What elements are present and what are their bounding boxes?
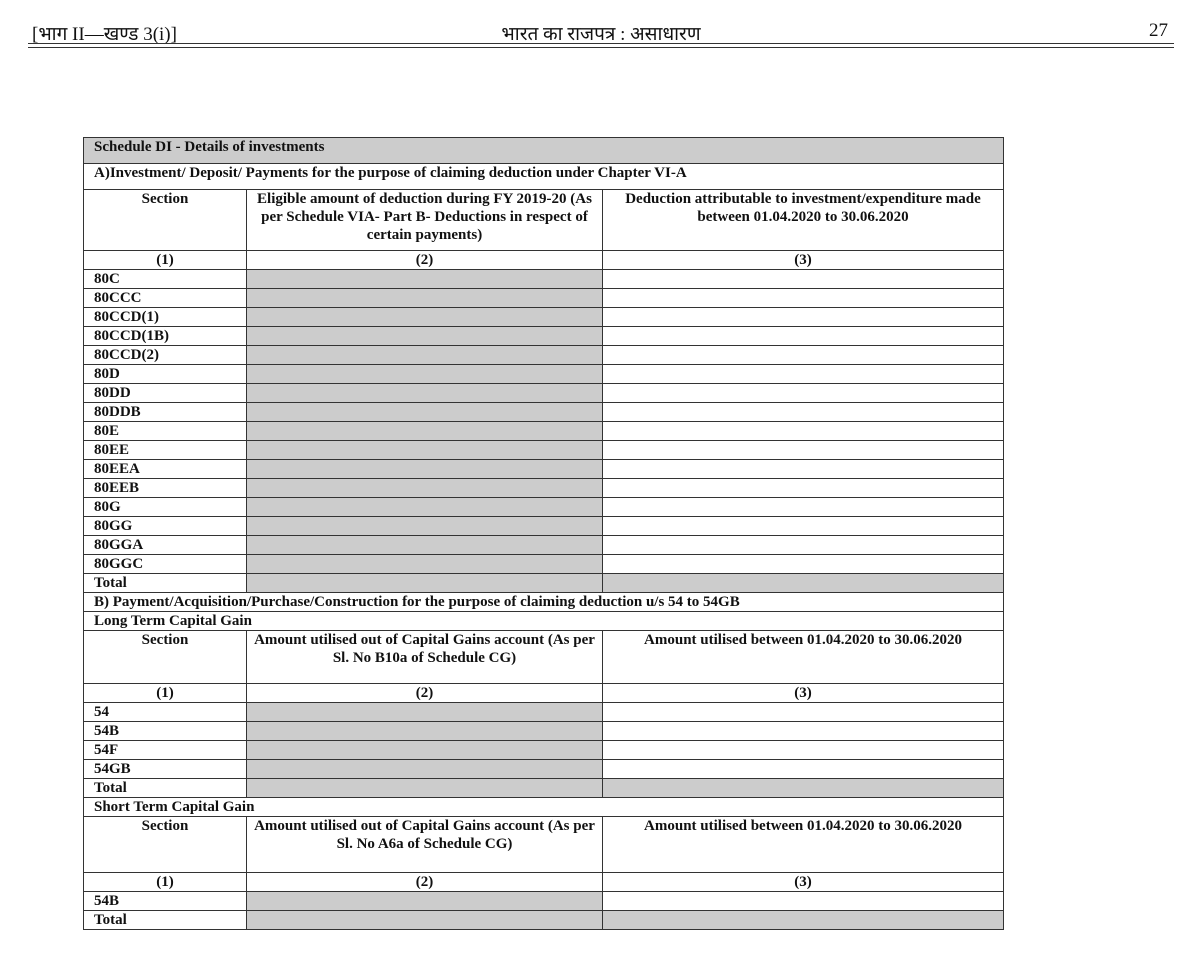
part-a-total-attributable-cell[interactable] [603, 574, 1004, 593]
part-a-section-label: 80DD [84, 384, 247, 403]
part-a-column-2-cell[interactable] [247, 327, 603, 346]
part-a-section-label: 80C [84, 270, 247, 289]
ltcg-column-3-cell[interactable] [603, 722, 1004, 741]
stcg-total-row [84, 911, 1004, 930]
part-a-row [84, 365, 1004, 384]
part-a-column-2-cell[interactable] [247, 517, 603, 536]
ltcg-section-label: 54GB [84, 760, 247, 779]
stcg-column-header-amount-cg-account: Amount utilised out of Capital Gains account (As per Sl. No A6a of Schedule CG) [247, 817, 603, 873]
ltcg-column-2-cell[interactable] [247, 760, 603, 779]
schedule-title-row [84, 138, 1004, 164]
stcg-column-headers [84, 817, 1004, 873]
part-a-section-label: 80EE [84, 441, 247, 460]
stcg-rows [84, 892, 1004, 911]
column-header-section: Section [84, 190, 247, 251]
part-a-column-numbers [84, 251, 1004, 270]
stcg-heading: Short Term Capital Gain [84, 798, 1004, 817]
part-a-row [84, 403, 1004, 422]
part-a-heading: A)Investment/ Deposit/ Payments for the purpose of claiming deduction under Chapter VI-A [84, 164, 1004, 190]
stcg-section-label: 54B [84, 892, 247, 911]
part-a-row [84, 346, 1004, 365]
part-a-column-3-cell[interactable] [603, 536, 1004, 555]
part-a-row [84, 460, 1004, 479]
schedule-title: Schedule DI - Details of investments [84, 138, 1004, 164]
part-b-heading-row [84, 593, 1004, 612]
part-a-section-label: 80CCD(1) [84, 308, 247, 327]
ltcg-row [84, 760, 1004, 779]
stcg-column-number-3: (3) [603, 873, 1004, 892]
part-a-column-3-cell[interactable] [603, 422, 1004, 441]
part-a-row [84, 498, 1004, 517]
stcg-column-number-1: (1) [84, 873, 247, 892]
part-a-column-3-cell[interactable] [603, 308, 1004, 327]
ltcg-column-2-cell[interactable] [247, 703, 603, 722]
ltcg-column-header-section: Section [84, 631, 247, 684]
ltcg-row [84, 722, 1004, 741]
part-a-row [84, 441, 1004, 460]
part-a-heading-row [84, 164, 1004, 190]
part-a-section-label: 80EEB [84, 479, 247, 498]
part-a-row [84, 327, 1004, 346]
part-a-row [84, 384, 1004, 403]
ltcg-column-3-cell[interactable] [603, 703, 1004, 722]
ltcg-heading: Long Term Capital Gain [84, 612, 1004, 631]
column-number-1: (1) [84, 251, 247, 270]
part-a-column-3-cell[interactable] [603, 555, 1004, 574]
ltcg-column-header-amount-cg-account: Amount utilised out of Capital Gains account (As per Sl. No B10a of Schedule CG) [247, 631, 603, 684]
schedule-di-table [83, 137, 1004, 930]
part-a-section-label: 80D [84, 365, 247, 384]
column-number-3: (3) [603, 251, 1004, 270]
part-a-column-3-cell[interactable] [603, 327, 1004, 346]
part-a-column-2-cell[interactable] [247, 460, 603, 479]
part-a-section-label: 80GG [84, 517, 247, 536]
part-a-section-label: 80DDB [84, 403, 247, 422]
stcg-column-3-cell[interactable] [603, 892, 1004, 911]
stcg-total-utilised-cell[interactable] [603, 911, 1004, 930]
ltcg-column-2-cell[interactable] [247, 722, 603, 741]
part-a-section-label: 80GGA [84, 536, 247, 555]
part-a-column-3-cell[interactable] [603, 365, 1004, 384]
stcg-column-2-cell[interactable] [247, 892, 603, 911]
part-a-column-3-cell[interactable] [603, 346, 1004, 365]
gazette-title: भारत का राजपत्र : असाधारण [501, 24, 701, 45]
part-a-column-3-cell[interactable] [603, 498, 1004, 517]
part-a-column-3-cell[interactable] [603, 403, 1004, 422]
part-a-column-2-cell[interactable] [247, 536, 603, 555]
part-a-column-2-cell[interactable] [247, 403, 603, 422]
ltcg-total-utilised-cell[interactable] [603, 779, 1004, 798]
ltcg-heading-row [84, 612, 1004, 631]
part-a-row [84, 479, 1004, 498]
ltcg-row [84, 741, 1004, 760]
part-a-column-2-cell[interactable] [247, 289, 603, 308]
ltcg-column-3-cell[interactable] [603, 760, 1004, 779]
ltcg-column-number-1: (1) [84, 684, 247, 703]
part-a-column-2-cell[interactable] [247, 365, 603, 384]
part-a-column-3-cell[interactable] [603, 270, 1004, 289]
part-a-section-label: 80E [84, 422, 247, 441]
stcg-row [84, 892, 1004, 911]
ltcg-total-row [84, 779, 1004, 798]
ltcg-total-cg-account-cell[interactable] [247, 779, 603, 798]
page-number: 27 [1149, 20, 1168, 41]
part-a-column-2-cell[interactable] [247, 308, 603, 327]
part-a-column-2-cell[interactable] [247, 422, 603, 441]
ltcg-rows [84, 703, 1004, 779]
column-header-deduction-attributable: Deduction attributable to investment/expenditure made between 01.04.2020 to 30.06.2020 [603, 190, 1004, 251]
stcg-column-header-amount-utilised: Amount utilised between 01.04.2020 to 30.06.2020 [603, 817, 1004, 873]
stcg-heading-row [84, 798, 1004, 817]
part-a-column-3-cell[interactable] [603, 460, 1004, 479]
part-b-heading: B) Payment/Acquisition/Purchase/Construction for the purpose of claiming deduction u/s 54 to 54GB [84, 593, 1004, 612]
part-a-column-2-cell[interactable] [247, 346, 603, 365]
part-a-total-row [84, 574, 1004, 593]
part-a-row [84, 517, 1004, 536]
part-a-column-3-cell[interactable] [603, 289, 1004, 308]
stcg-total-label: Total [84, 911, 247, 930]
ltcg-column-number-3: (3) [603, 684, 1004, 703]
part-a-column-headers [84, 190, 1004, 251]
ltcg-column-numbers [84, 684, 1004, 703]
part-a-column-3-cell[interactable] [603, 479, 1004, 498]
part-a-column-2-cell[interactable] [247, 479, 603, 498]
stcg-total-cg-account-cell[interactable] [247, 911, 603, 930]
column-number-2: (2) [247, 251, 603, 270]
ltcg-column-3-cell[interactable] [603, 741, 1004, 760]
page-header [28, 14, 1174, 44]
ltcg-total-label: Total [84, 779, 247, 798]
part-a-row [84, 308, 1004, 327]
ltcg-row [84, 703, 1004, 722]
part-a-section-label: 80EEA [84, 460, 247, 479]
header-rule-bottom [28, 47, 1174, 48]
part-a-column-2-cell[interactable] [247, 441, 603, 460]
ltcg-column-header-amount-utilised: Amount utilised between 01.04.2020 to 30.06.2020 [603, 631, 1004, 684]
part-a-column-2-cell[interactable] [247, 498, 603, 517]
ltcg-column-headers [84, 631, 1004, 684]
part-a-row [84, 555, 1004, 574]
part-a-row [84, 270, 1004, 289]
ltcg-section-label: 54 [84, 703, 247, 722]
part-a-section-label: 80CCD(2) [84, 346, 247, 365]
ltcg-section-label: 54B [84, 722, 247, 741]
part-a-section-label: 80CCC [84, 289, 247, 308]
part-a-column-3-cell[interactable] [603, 384, 1004, 403]
part-a-section-label: 80CCD(1B) [84, 327, 247, 346]
part-a-row [84, 289, 1004, 308]
gazette-part-label: [भाग II—खण्ड 3(i)] [32, 24, 177, 45]
part-a-column-2-cell[interactable] [247, 270, 603, 289]
stcg-column-numbers [84, 873, 1004, 892]
header-rule-top [28, 43, 1174, 44]
part-a-section-label: 80GGC [84, 555, 247, 574]
part-a-row [84, 536, 1004, 555]
part-a-total-label: Total [84, 574, 247, 593]
part-a-row [84, 422, 1004, 441]
column-header-eligible-amount: Eligible amount of deduction during FY 2019-20 (As per Schedule VIA- Part B- Deductions in respect of certain payments) [247, 190, 603, 251]
part-a-column-2-cell[interactable] [247, 384, 603, 403]
part-a-column-2-cell[interactable] [247, 555, 603, 574]
part-a-total-eligible-cell[interactable] [247, 574, 603, 593]
part-a-column-3-cell[interactable] [603, 441, 1004, 460]
stcg-column-header-section: Section [84, 817, 247, 873]
ltcg-column-number-2: (2) [247, 684, 603, 703]
stcg-column-number-2: (2) [247, 873, 603, 892]
part-a-section-label: 80G [84, 498, 247, 517]
part-a-rows [84, 270, 1004, 574]
part-a-column-3-cell[interactable] [603, 517, 1004, 536]
ltcg-column-2-cell[interactable] [247, 741, 603, 760]
ltcg-section-label: 54F [84, 741, 247, 760]
